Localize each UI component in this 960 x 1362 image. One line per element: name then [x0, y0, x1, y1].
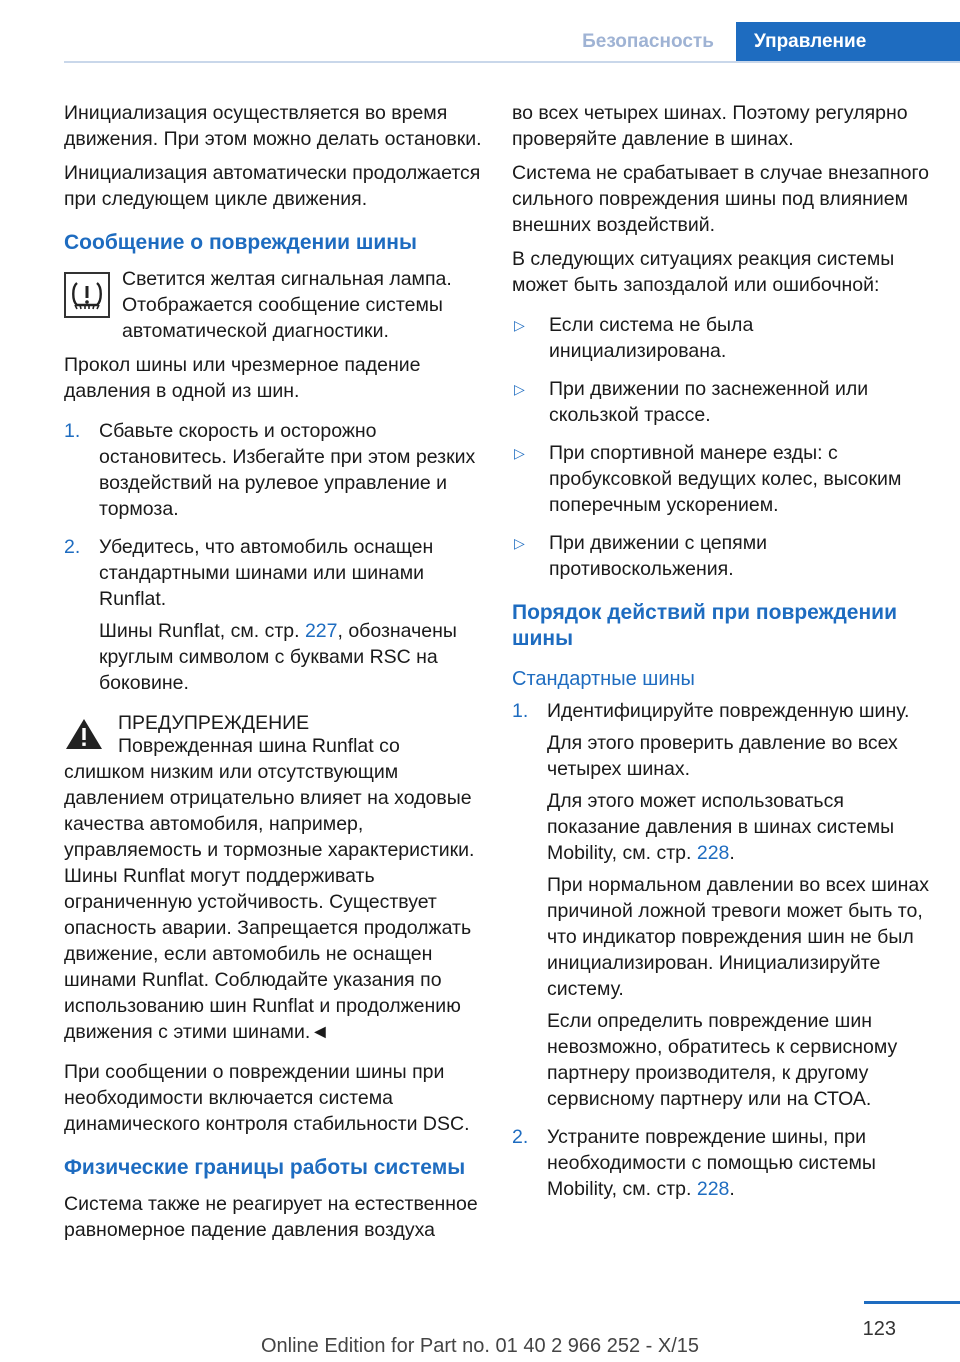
page-link-228[interactable]: 228 [696, 842, 730, 864]
warning-text: Поврежденная шина Runflat со слишком низким или отсутствующим давлением отрицательно влияет на ходовые качества автомобиля, например, управляемость и тормозные характеристики. Шины Runflat могут поддерживать ограниченную устойчивость. Существует опасность аварии. Запрещается продолжать движение, если автомобиль не оснащен шинами Runflat. Соблюдайте указания по использованию шин Runflat и продолжению движения с этими шинами.◄ [64, 735, 475, 1043]
warning-block [64, 710, 482, 1045]
subsection-heading-standard-tires: Стандартные шины [512, 668, 695, 690]
tire-pressure-warning-icon [64, 272, 110, 318]
paragraph: Инициализация автоматически продолжается при следующем цикле движения. [64, 162, 481, 210]
steps-list [64, 418, 482, 702]
list-item [512, 440, 932, 518]
tab-safety[interactable]: Безопасность [582, 31, 714, 52]
list-item [64, 534, 482, 702]
list-item-text: Если система не была инициализирована. [549, 314, 754, 362]
page-number: 123 [862, 1318, 896, 1340]
bullet-triangle-icon: ▷ [514, 535, 525, 551]
list-item [512, 530, 932, 582]
list-item-text: Устраните повреждение шины, при необходимости с помощью системы Mobility, см. стр. 228. [547, 1126, 876, 1200]
list-item-note: Для этого проверить давление во всех четырех шинах. [547, 732, 898, 780]
paragraph: Система не срабатывает в случае внезапного сильного повреждения шины под влиянием внешних воздействий. [512, 162, 929, 236]
edition-footer: Online Edition for Part no. 01 40 2 966 252 - X/15 [260, 1335, 700, 1357]
list-item-text: При спортивной манере езды: с пробуксовкой ведущих колес, высоким поперечным ускорением. [549, 442, 902, 516]
list-item [512, 376, 932, 428]
warning-title: ПРЕДУПРЕЖДЕНИЕ [118, 712, 310, 734]
bullet-triangle-icon: ▷ [514, 445, 525, 461]
list-item-note: Если определить повреждение шин невозможно, обратитесь к сервисному партнеру производителя, к другому сервисному партнеру или на СТОА. [547, 1010, 898, 1110]
indicator-block [64, 266, 482, 344]
list-item-text: При движении с цепями противоскольжения. [549, 532, 768, 580]
right-column [512, 100, 932, 1216]
procedure-list [512, 698, 932, 1208]
header-divider [64, 61, 960, 63]
paragraph: При сообщении о повреждении шины при необходимости включается система динамического контроля стабильности DSC. [64, 1061, 470, 1135]
section-heading-limits: Физические границы работы системы [64, 1156, 466, 1179]
bullet-triangle-icon: ▷ [514, 381, 525, 397]
list-item-text: При движении по заснеженной или скользкой трассе. [549, 378, 869, 426]
bullet-triangle-icon: ▷ [514, 317, 525, 333]
indicator-description: Светится желтая сигнальная лампа. Отображается сообщение системы автоматической диагностики. [122, 268, 452, 342]
list-item [64, 418, 482, 528]
list-number: 1. [512, 700, 529, 722]
paragraph: во всех четырех шинах. Поэтому регулярно проверяйте давление в шинах. [512, 102, 908, 150]
list-number: 2. [64, 536, 81, 558]
paragraph: Инициализация осуществляется во время движения. При этом можно делать остановки. [64, 102, 482, 150]
list-number: 2. [512, 1126, 529, 1148]
list-item-text: Сбавьте скорость и осторожно остановитесь. Избегайте при этом резких воздействий на рулевое управление и тормоза. [99, 420, 476, 520]
list-item [512, 698, 932, 1118]
list-item-text: Убедитесь, что автомобиль оснащен стандартными шинами или шинами Runflat. [99, 536, 434, 610]
footer-accent-bar [864, 1301, 960, 1304]
list-item [512, 312, 932, 364]
header-tabs [0, 22, 960, 62]
list-item-note: Шины Runflat, см. стр. 227, обозначены круглым символом с буквами RSC на боковине. [99, 620, 457, 694]
paragraph: В следующих ситуациях реакция системы может быть запоздалой или ошибочной: [512, 248, 895, 296]
warning-triangle-icon [64, 716, 104, 759]
tab-controls[interactable]: Управление [736, 22, 960, 62]
section-heading-procedure: Порядок действий при повреждении шины [512, 601, 897, 650]
list-item-note: При нормальном давлении во всех шинах причиной ложной тревоги может быть то, что индикатор повреждения шин не был инициализирован. Инициализируйте систему. [547, 874, 929, 1000]
page-link-228[interactable]: 228 [696, 1178, 730, 1200]
list-number: 1. [64, 420, 81, 442]
bullet-list [512, 312, 932, 582]
paragraph: Система также не реагирует на естественное равномерное падение давления воздуха [64, 1193, 478, 1241]
list-item-text: Идентифицируйте поврежденную шину. [547, 700, 910, 722]
paragraph: Прокол шины или чрезмерное падение давления в одной из шин. [64, 354, 421, 402]
list-item [512, 1124, 932, 1208]
page-link-227[interactable]: 227 [304, 620, 338, 642]
list-item-note: Для этого может использоваться показание давления в шинах системы Mobility, см. стр. 228. [547, 790, 895, 864]
left-column [64, 100, 482, 1251]
section-heading-tire-damage-message: Сообщение о повреждении шины [64, 231, 417, 254]
